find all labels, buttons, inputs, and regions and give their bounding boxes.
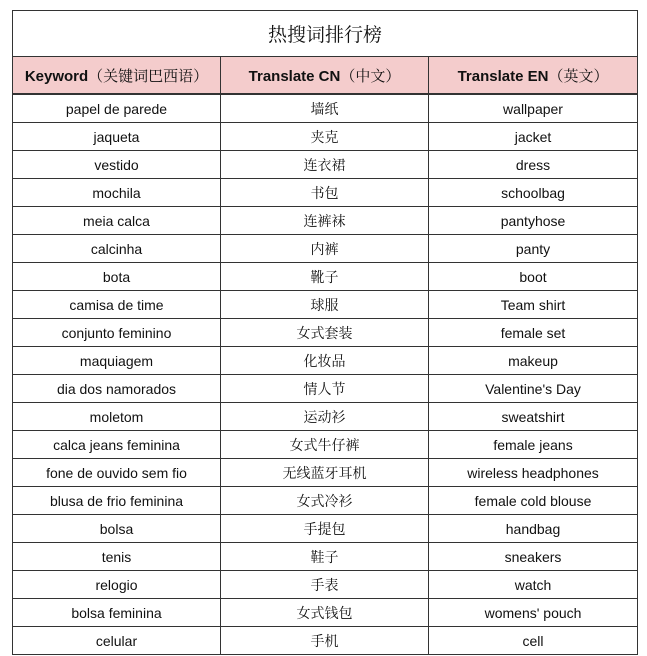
translate-cn-cell: 夹克 [221,123,429,151]
header-translate-cn-main: Translate CN [248,67,341,85]
table-row [13,571,638,599]
header-translate-cn [221,57,429,95]
translate-en-cell: schoolbag [429,179,638,207]
keyword-cell: celular [13,627,221,655]
header-translate-en-main: Translate EN [457,67,549,85]
translate-en-cell: cell [429,627,638,655]
translate-cn-cell: 内裤 [221,235,429,263]
translate-en-cell: Team shirt [429,291,638,319]
translate-en-cell: sneakers [429,543,638,571]
title-row [13,11,638,57]
table-row [13,487,638,515]
keyword-cell: papel de parede [13,94,221,123]
table-title: 热搜词排行榜 [13,11,638,57]
table-row [13,207,638,235]
table-row [13,375,638,403]
translate-cn-cell: 鞋子 [221,543,429,571]
translate-cn-cell: 女式冷衫 [221,487,429,515]
header-translate-en [429,57,638,95]
keyword-cell: bolsa [13,515,221,543]
table-row [13,151,638,179]
translate-cn-cell: 连裤袜 [221,207,429,235]
translate-cn-cell: 女式牛仔裤 [221,431,429,459]
translate-en-cell: Valentine's Day [429,375,638,403]
keyword-cell: mochila [13,179,221,207]
keyword-cell: calca jeans feminina [13,431,221,459]
table-row [13,291,638,319]
keyword-cell: vestido [13,151,221,179]
translate-cn-cell: 手提包 [221,515,429,543]
table-row [13,319,638,347]
header-translate-en-sub: （英文） [548,67,609,85]
translate-cn-cell: 运动衫 [221,403,429,431]
translate-en-cell: boot [429,263,638,291]
keyword-cell: jaqueta [13,123,221,151]
table-row [13,179,638,207]
table-row [13,403,638,431]
translate-en-cell: dress [429,151,638,179]
translate-cn-cell: 手机 [221,627,429,655]
translate-cn-cell: 球服 [221,291,429,319]
keyword-cell: blusa de frio feminina [13,487,221,515]
header-translate-cn-sub: （中文） [340,67,401,85]
translate-en-cell: wallpaper [429,94,638,123]
translate-en-cell: womens' pouch [429,599,638,627]
header-keyword-sub: （关键词巴西语） [88,67,209,85]
translate-cn-cell: 墙纸 [221,94,429,123]
keyword-cell: tenis [13,543,221,571]
translate-en-cell: female jeans [429,431,638,459]
translate-en-cell: sweatshirt [429,403,638,431]
table-row [13,123,638,151]
keyword-cell: calcinha [13,235,221,263]
keyword-cell: bota [13,263,221,291]
translate-en-cell: female cold blouse [429,487,638,515]
header-keyword-main: Keyword [24,67,89,85]
table-row [13,599,638,627]
translate-en-cell: makeup [429,347,638,375]
translate-cn-cell: 化妆品 [221,347,429,375]
translate-cn-cell: 女式钱包 [221,599,429,627]
translate-en-cell: female set [429,319,638,347]
table-row [13,235,638,263]
table-row [13,347,638,375]
translate-en-cell: panty [429,235,638,263]
keyword-cell: fone de ouvido sem fio [13,459,221,487]
keyword-cell: conjunto feminino [13,319,221,347]
header-keyword [13,57,221,95]
table-row [13,263,638,291]
translate-cn-cell: 连衣裙 [221,151,429,179]
translate-cn-cell: 无线蓝牙耳机 [221,459,429,487]
translate-en-cell: wireless headphones [429,459,638,487]
translate-cn-cell: 手表 [221,571,429,599]
keyword-cell: dia dos namorados [13,375,221,403]
keyword-cell: maquiagem [13,347,221,375]
table-row [13,627,638,655]
translate-cn-cell: 靴子 [221,263,429,291]
translate-cn-cell: 情人节 [221,375,429,403]
translate-en-cell: pantyhose [429,207,638,235]
keyword-cell: relogio [13,571,221,599]
hot-search-ranking-table [12,10,638,655]
keyword-cell: camisa de time [13,291,221,319]
translate-en-cell: handbag [429,515,638,543]
table-row [13,543,638,571]
keyword-cell: bolsa feminina [13,599,221,627]
keyword-cell: meia calca [13,207,221,235]
translate-en-cell: watch [429,571,638,599]
header-row [13,57,638,95]
table-row [13,515,638,543]
table-row [13,431,638,459]
translate-cn-cell: 书包 [221,179,429,207]
keyword-cell: moletom [13,403,221,431]
translate-en-cell: jacket [429,123,638,151]
table-row [13,94,638,123]
table-row [13,459,638,487]
translate-cn-cell: 女式套装 [221,319,429,347]
